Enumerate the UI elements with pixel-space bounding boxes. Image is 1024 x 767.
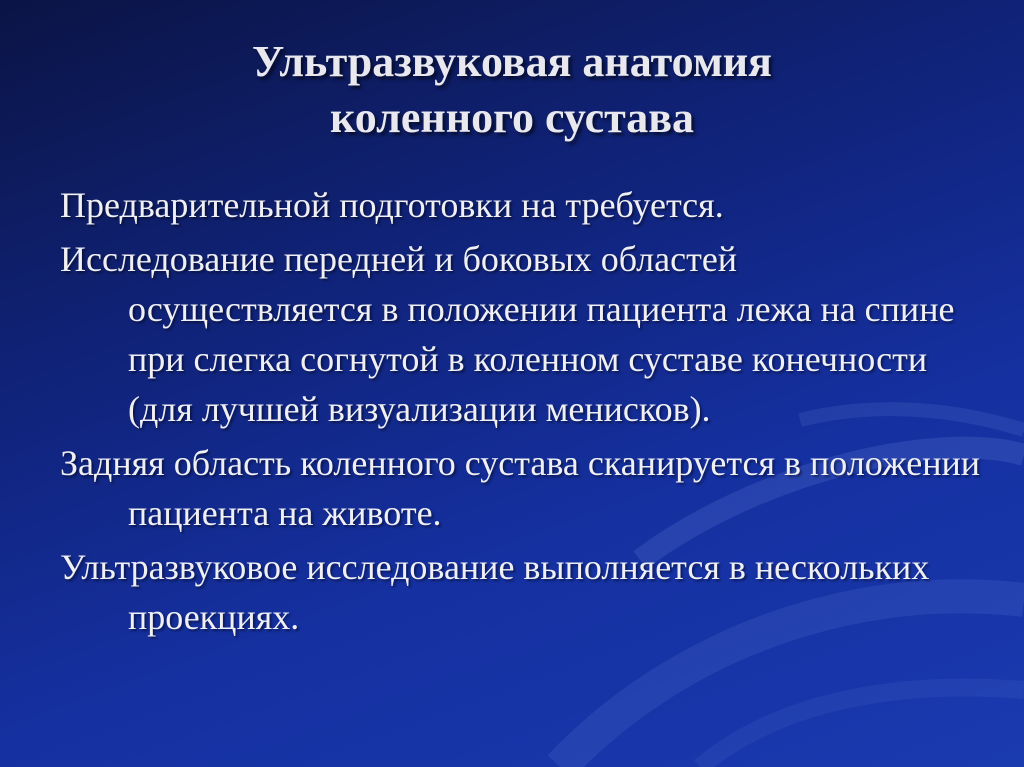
title-line: Ультразвуковая анатомия bbox=[252, 37, 772, 86]
body-paragraph: Задняя область коленного сустава сканируется в положении пациента на животе. bbox=[60, 443, 981, 533]
body-paragraph: Ультразвуковое исследование выполняется в нескольких проекциях. bbox=[60, 547, 930, 637]
body-paragraph: Исследование передней и боковых областей осуществляется в положении пациента лежа на спине при слегка согнутой в коленном суставе конечности (для лучшей визуализации менисков). bbox=[60, 239, 955, 429]
title-line: коленного сустава bbox=[329, 93, 695, 142]
slide-title bbox=[0, 34, 1024, 146]
swirl-arc bbox=[700, 688, 1024, 767]
slide-body bbox=[60, 180, 990, 646]
body-paragraph: Предварительной подготовки на требуется. bbox=[60, 185, 724, 225]
